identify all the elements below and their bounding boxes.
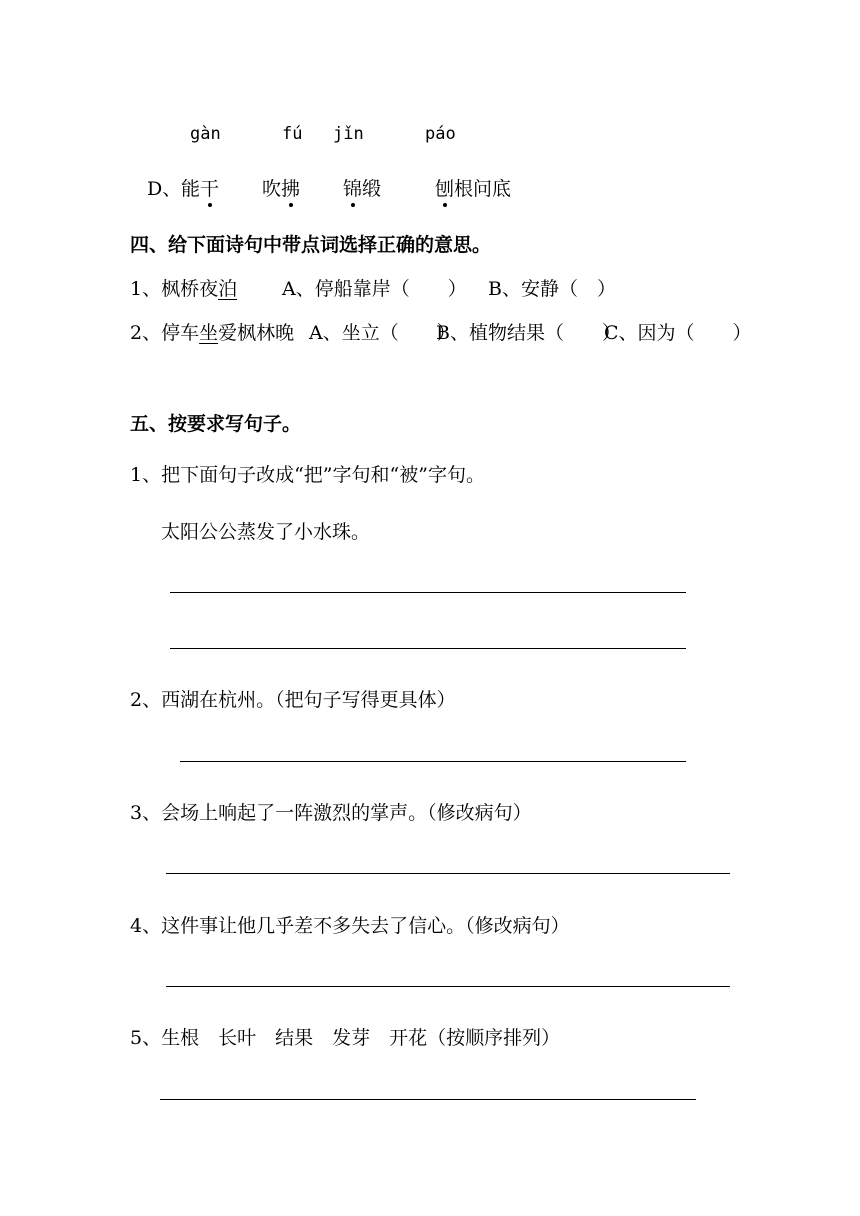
answer-line-1[interactable]	[170, 592, 686, 593]
answer-line-3[interactable]	[180, 761, 686, 762]
section-5-q2: 2、西湖在杭州。（把句子写得更具体）	[130, 689, 456, 711]
poem-text: 爱枫林晚	[218, 322, 295, 344]
section-5-q3: 3、会场上响起了一阵激烈的掌声。（修改病句）	[130, 802, 532, 824]
word-text: 吹	[262, 178, 282, 200]
dotted-char: 刨	[435, 174, 454, 201]
option-d-word-1	[181, 174, 219, 201]
pinyin-jin: jǐn	[333, 124, 364, 144]
option-d-word-3	[343, 174, 381, 201]
pinyin-fu: fú	[282, 124, 303, 144]
section-4-heading: 四、给下面诗句中带点词选择正确的意思。	[130, 234, 492, 256]
section-4-q1-poem	[130, 274, 237, 301]
section-4-q2-option-b: B、植物结果（ ）	[436, 322, 621, 344]
dotted-char: 干	[200, 174, 219, 201]
section-4-q2-option-c: C、因为（ ）	[604, 322, 752, 344]
section-4-q2-option-a: A、坐立（ ）	[309, 322, 456, 344]
pinyin-pao: páo	[425, 124, 456, 144]
section-5-q5: 5、生根 长叶 结果 发芽 开花（按顺序排列）	[130, 1027, 561, 1049]
section-4-q2-poem	[130, 318, 294, 345]
answer-line-4[interactable]	[166, 873, 730, 874]
poem-text: 1、枫桥夜	[130, 278, 219, 300]
dotted-char: 拂	[281, 174, 300, 201]
answer-line-5[interactable]	[166, 986, 730, 987]
marked-word: 泊	[218, 278, 238, 300]
option-d-label: D、	[147, 178, 182, 200]
option-d-word-2	[262, 174, 300, 201]
pinyin-gan: gàn	[190, 124, 221, 144]
dotted-char: 锦	[343, 174, 362, 201]
marked-word: 坐	[199, 322, 219, 344]
section-5-q1: 1、把下面句子改成“把”字句和“被”字句。	[130, 464, 485, 486]
section-4-q1-option-a: A、停船靠岸（ ）	[282, 278, 467, 300]
word-text: 能	[181, 178, 201, 200]
poem-text: 2、停车	[130, 322, 200, 344]
answer-line-2[interactable]	[170, 648, 686, 649]
word-text: 缎	[362, 178, 382, 200]
option-d-word-4	[435, 174, 511, 201]
word-text: 根问底	[454, 178, 512, 200]
section-5-q1-sentence: 太阳公公蒸发了小水珠。	[161, 521, 371, 543]
section-5-q4: 4、这件事让他几乎差不多失去了信心。（修改病句）	[130, 915, 570, 937]
answer-line-6[interactable]	[160, 1099, 696, 1100]
section-5-heading: 五、按要求写句子。	[130, 413, 302, 435]
section-4-q1-option-b: B、安静（ ）	[488, 278, 616, 300]
